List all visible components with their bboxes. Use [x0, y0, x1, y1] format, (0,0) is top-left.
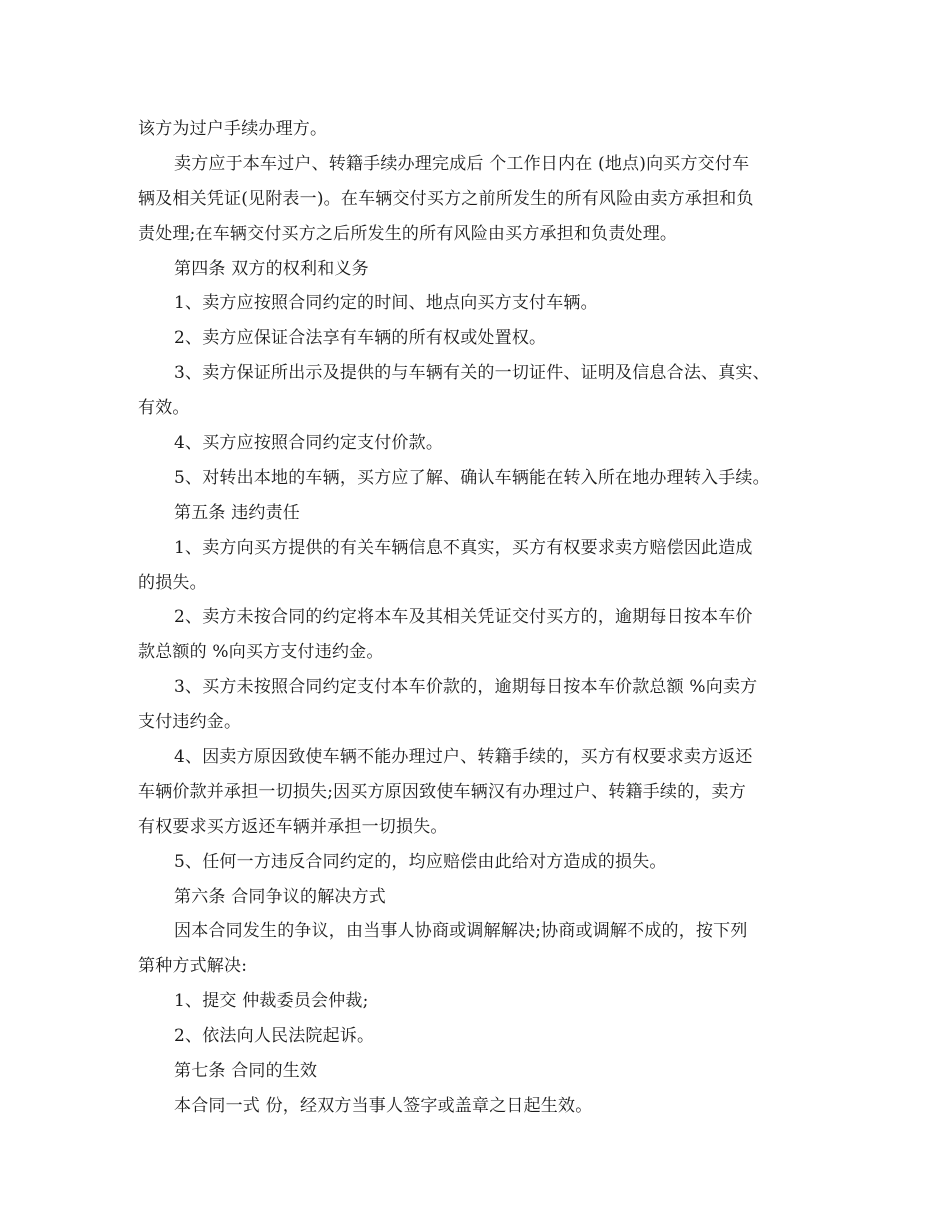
text-line: 有效。 — [138, 398, 190, 419]
text-line: 3、买方未按照合同约定支付本车价款的，逾期每日按本车价款总额 %向卖方 — [174, 677, 758, 698]
text-line: 2、依法向人民法院起诉。 — [174, 1026, 375, 1047]
text-line: 4、因卖方原因致使车辆不能办理过户、转籍手续的，买方有权要求卖方返还 — [174, 747, 753, 768]
text-line: 责处理;在车辆交付买方之后所发生的所有风险由买方承担和负责处理。 — [138, 223, 678, 244]
text-line: 车辆价款并承担一切损失;因买方原因致使车辆汉有办理过户、转籍手续的，卖方 — [138, 781, 746, 802]
text-line: 支付违约金。 — [138, 712, 242, 733]
text-line: 1、卖方向买方提供的有关车辆信息不真实，买方有权要求卖方赔偿因此造成 — [174, 537, 753, 558]
text-line: 3、卖方保证所出示及提供的与车辆有关的一切证件、证明及信息合法、真实、 — [174, 363, 770, 384]
text-line: 2、卖方未按合同的约定将本车及其相关凭证交付买方的，逾期每日按本车价 — [174, 607, 753, 628]
text-line: 第六条 合同争议的解决方式 — [174, 886, 387, 907]
document-body — [138, 112, 830, 1124]
text-line: 该方为过户手续办理方。 — [138, 119, 328, 139]
text-line: 款总额的 %向买方支付违约金。 — [138, 642, 384, 663]
text-line: 因本合同发生的争议，由当事人协商或调解解决;协商或调解不成的，按下列 — [174, 921, 748, 942]
text-line: 第七条 合同的生效 — [174, 1061, 318, 1082]
text-line: 2、卖方应保证合法享有车辆的所有权或处置权。 — [174, 328, 547, 349]
text-line: 辆及相关凭证(见附表一)。在车辆交付买方之前所发生的所有风险由卖方承担和负 — [138, 188, 754, 209]
text-line: 第五条 违约责任 — [174, 502, 301, 523]
text-line: 4、买方应按照合同约定支付价款。 — [174, 433, 444, 454]
text-line: 5、任何一方违反合同约定的，均应赔偿由此给对方造成的损失。 — [174, 851, 667, 872]
text-line: 有权要求买方返还车辆并承担一切损失。 — [138, 816, 448, 837]
text-line: 本合同一式 份，经双方当事人签字或盖章之日起生效。 — [174, 1095, 593, 1116]
text-line: 的损失。 — [138, 572, 207, 593]
text-line: 卖方应于本车过户、转籍手续办理完成后 个工作日内在 (地点)向买方交付车 — [174, 153, 750, 174]
text-line: 5、对转出本地的车辆，买方应了解、确认车辆能在转入所在地办理转入手续。 — [174, 467, 770, 488]
text-line: 1、提交 仲裁委员会仲裁; — [174, 991, 369, 1012]
text-line: 第四条 双方的权利和义务 — [174, 258, 369, 279]
text-line: 1、卖方应按照合同约定的时间、地点向买方支付车辆。 — [174, 293, 598, 314]
text-line: 第种方式解决: — [138, 956, 248, 977]
